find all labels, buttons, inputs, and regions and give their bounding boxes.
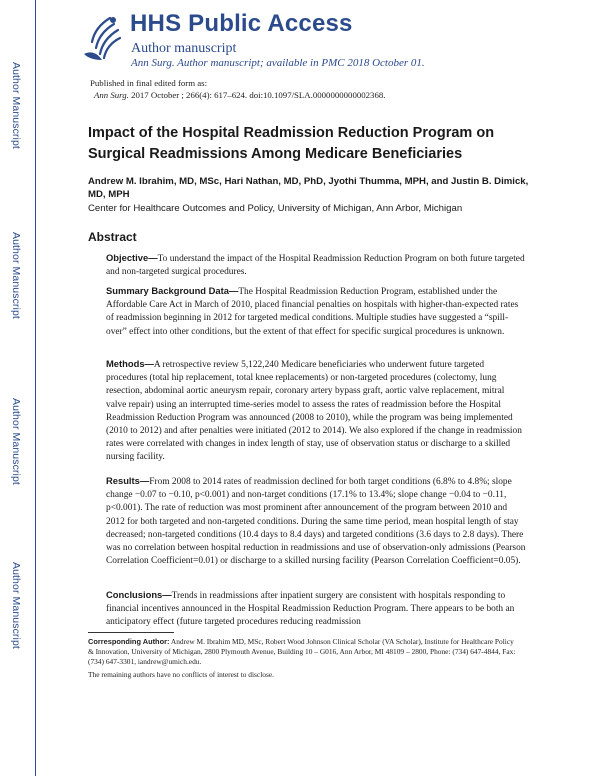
sidebar-rule: [35, 0, 36, 776]
hhs-eagle-logo-icon: [80, 14, 124, 66]
background-label: Summary Background Data—: [106, 285, 239, 296]
availability-line: Ann Surg. Author manuscript; available in PMC 2018 October 01.: [131, 57, 425, 69]
hhs-public-access-title: HHS Public Access: [130, 10, 353, 37]
methods-text: A retrospective review 5,122,240 Medicare beneficiaries who underwent future targeted procedures (total hip replacement, total knee replacements) or non-targeted procedures (colectomy, lung resection, abdominal aortic aneurysm repair, coronary artery bypass graft, aortic valve replacement, mitral valve repair) using an interrupted time-series model to assess the rates of readmission before the Hospital Readmission Reduction Program was announced (2008 to 2010), while the program was being implemented (2010 to 2012) and after penalties were initiated (2012 to 2014). We also explored if the change in readmission rates were correlated with changes in index length of stay, use of observation status or discharge to a skilled nursing facility.: [106, 360, 522, 463]
results-label: Results—: [106, 475, 150, 486]
citation-details: 2017 October ; 266(4): 617–624. doi:10.1097/SLA.0000000000002368.: [128, 90, 386, 100]
results-text: From 2008 to 2014 rates of readmission declined for both target conditions (6.8% to 4.8%; slope change −0.07 to −0.10, p<0.001) and non-target conditions (17.1% to 13.4%; slope change −0.04 to −0.11, p<0.001). The rate of reduction was most prominent after announcement of the program between 2010 and 2012 for both targeted and non-targeted conditions. During the same time period, mean hospital length of stay decreased; non-targeted conditions (10.4 days to 8.4 days) and targeted conditions (3.6 days to 2.8 days). There was no correlation between hospital reduction in readmissions and use of observation-only admissions (Pearson Correlation Coefficient=0.01) or discharge to a skilled nursing facility (Pearson Correlation Coefficient=0.05).: [106, 477, 526, 567]
abstract-conclusions: [106, 588, 526, 630]
sidebar-author-manuscript-label: Author Manuscript: [10, 232, 22, 319]
abstract-methods: [106, 357, 526, 465]
conflicts-footnote: The remaining authors have no conflicts of interest to disclose.: [88, 670, 274, 679]
abstract-heading: Abstract: [88, 230, 137, 244]
abstract-objective: [106, 251, 526, 279]
journal-name: Ann Surg.: [94, 90, 129, 100]
footnote-divider: [88, 632, 174, 633]
corresponding-author-footnote: [88, 637, 518, 667]
affiliation: Center for Healthcare Outcomes and Policy, University of Michigan, Ann Arbor, Michigan: [88, 203, 463, 214]
background-text: The Hospital Readmission Reduction Program, established under the Affordable Care Act in March of 2010, placed financial penalties on hospitals with higher-than-expected rates of readmission beginning in 2012 for targeted medical conditions. Multiple studies have suggested a “spill-over” effect into other conditions, but the extent of that effect for specific surgical procedures is unknown.: [106, 287, 519, 337]
sidebar-author-manuscript-label: Author Manuscript: [10, 398, 22, 485]
conclusions-label: Conclusions—: [106, 589, 172, 600]
objective-text: To understand the impact of the Hospital Readmission Reduction Program on both future targeted and non-targeted surgical procedures.: [106, 254, 525, 278]
abstract-background: [106, 284, 526, 339]
published-in-label: Published in final edited form as:: [90, 78, 208, 88]
sidebar-author-manuscript-label: Author Manuscript: [10, 62, 22, 149]
author-list: Andrew M. Ibrahim, MD, MSc, Hari Nathan, MD, PhD, Jyothi Thumma, MPH, and Justin B. Dimick, MD, MPH: [88, 176, 529, 200]
objective-label: Objective—: [106, 252, 158, 263]
sidebar-author-manuscript-label: Author Manuscript: [10, 562, 22, 649]
methods-label: Methods—: [106, 358, 154, 369]
abstract-results: [106, 474, 526, 568]
corresponding-author-text: Andrew M. Ibrahim MD, MSc, Robert Wood Johnson Clinical Scholar (VA Scholar), Institute for Healthcare Policy & Innovation, University of Michigan, 2800 Plymouth Avenue, Building 10 – G016, Ann Arbor, MI 48109 – 2800, Phone: (734) 647-4844, Fax: (734) 647-3301, iandrew@umich.edu.: [88, 637, 516, 666]
author-manuscript-subtitle: Author manuscript: [131, 41, 237, 56]
article-title: Impact of the Hospital Readmission Reduction Program on Surgical Readmissions Among Medicare Beneficiaries: [88, 125, 495, 162]
citation-line: [94, 90, 385, 100]
conclusions-text: Trends in readmissions after inpatient surgery are consistent with hospitals responding to financial incentives announced in the Hospital Readmission Reduction Program. There appears to be both an anticipatory effect (future targeted procedures reducing readmission: [106, 591, 515, 628]
corresponding-author-label: Corresponding Author:: [88, 637, 170, 646]
